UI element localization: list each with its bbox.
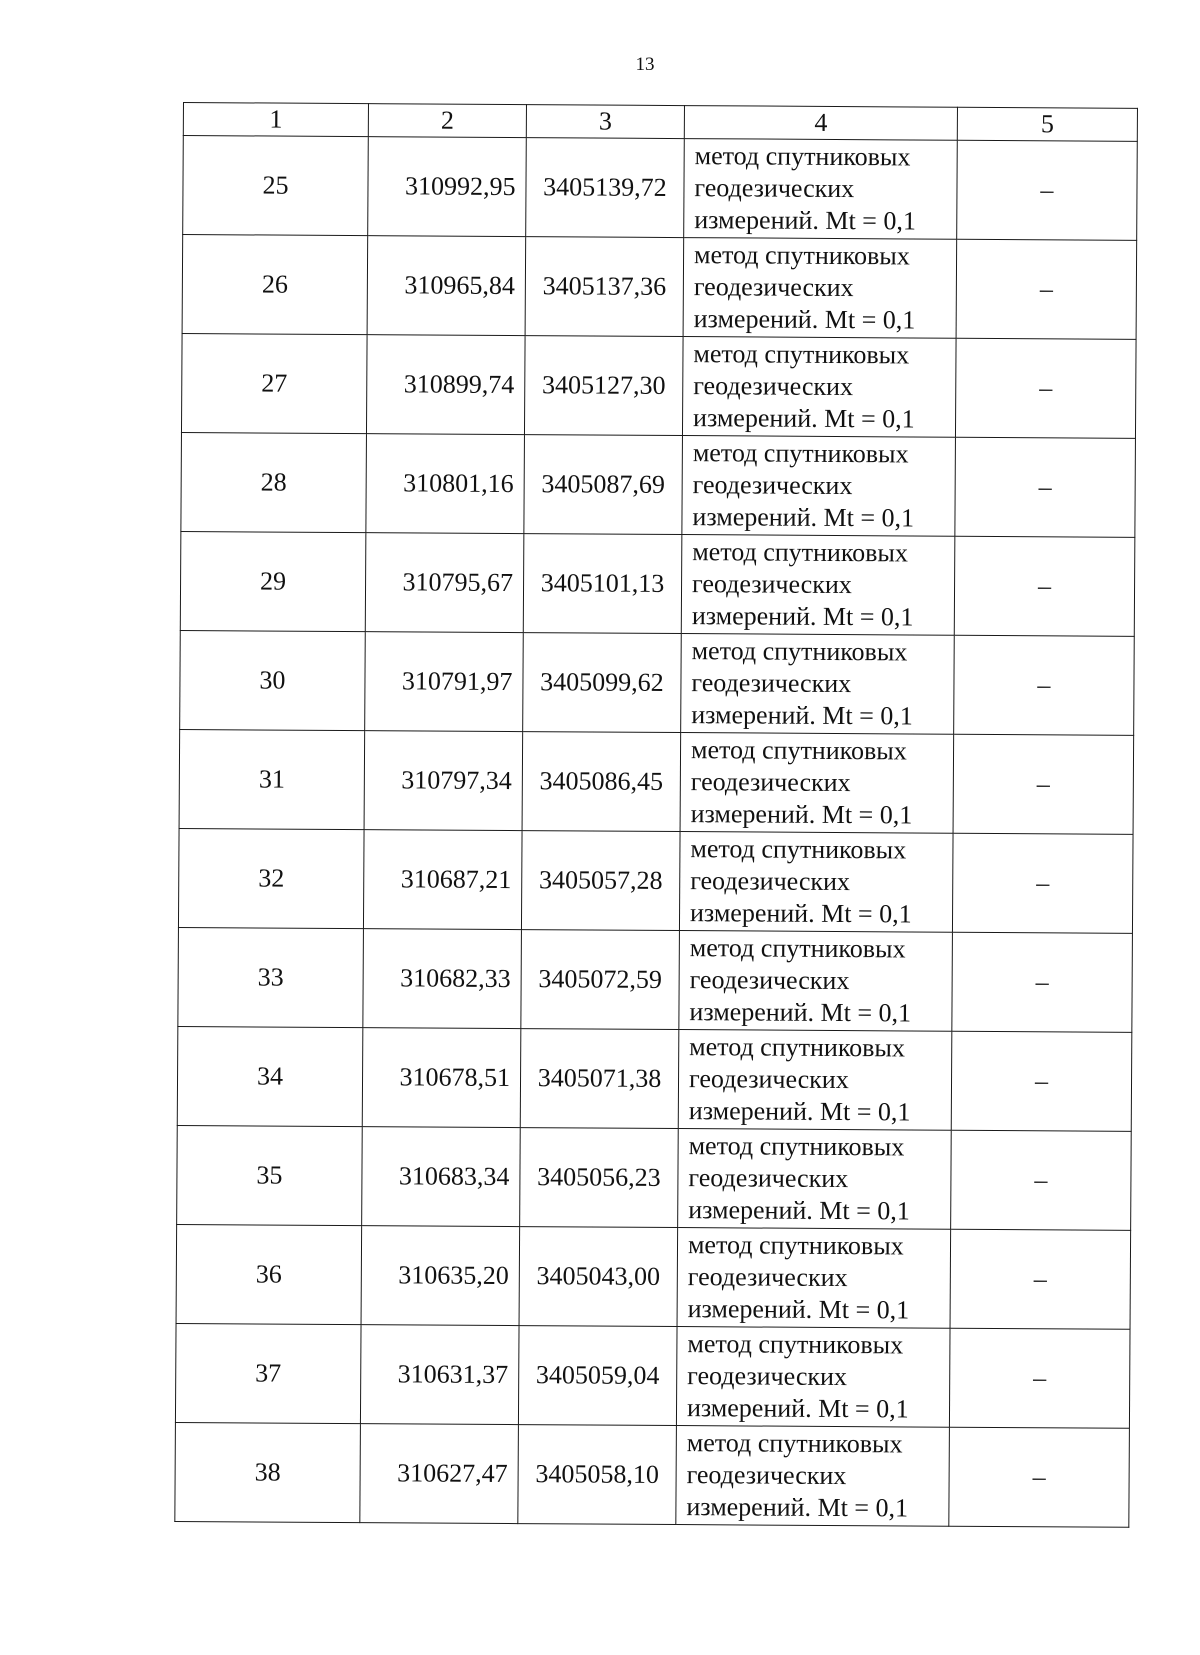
coordinate-y-cell: 3405072,59 (521, 930, 680, 1030)
table-row (178, 828, 1133, 933)
coordinates-table (174, 102, 1138, 1528)
table-row (179, 729, 1134, 834)
coordinate-x-cell: 310635,20 (361, 1226, 520, 1326)
method-line: измерений. Mt = 0,1 (688, 1195, 910, 1226)
method-line: измерений. Mt = 0,1 (693, 304, 916, 335)
method-line: метод спутниковых (693, 240, 910, 271)
point-number-cell: 33 (178, 927, 364, 1027)
method-line: измерений. Mt = 0,1 (689, 997, 912, 1028)
point-number-cell: 30 (180, 630, 366, 730)
coordinate-x-cell: 310631,37 (360, 1325, 519, 1425)
method-line: измерений. Mt = 0,1 (691, 601, 914, 632)
coordinate-y-cell: 3405101,13 (523, 534, 682, 634)
table-row (175, 1422, 1130, 1527)
page-number: 13 (635, 54, 655, 75)
coordinate-x-cell: 310801,16 (366, 434, 525, 534)
table-body (175, 136, 1137, 1528)
method-cell (678, 1030, 952, 1131)
coordinate-y-cell: 3405087,69 (524, 435, 683, 535)
method-line: метод спутниковых (691, 636, 908, 667)
note-cell: – (954, 536, 1135, 636)
coordinate-y-cell: 3405058,10 (518, 1425, 677, 1525)
coordinate-x-cell: 310797,34 (364, 731, 523, 831)
coordinate-y-cell: 3405127,30 (524, 336, 683, 436)
method-line: измерений. Mt = 0,1 (686, 1492, 909, 1523)
method-cell (682, 337, 956, 438)
coordinate-y-cell: 3405137,36 (525, 237, 684, 337)
method-cell (676, 1426, 950, 1527)
header-col-3: 3 (526, 105, 684, 139)
method-line: метод спутниковых (694, 141, 911, 172)
point-number-cell: 31 (179, 729, 365, 829)
note-cell: – (951, 1031, 1132, 1131)
table-row (180, 531, 1135, 636)
coordinate-x-cell: 310683,34 (362, 1127, 521, 1227)
coordinate-x-cell: 310687,21 (363, 830, 522, 930)
method-line: геодезических (690, 767, 851, 798)
point-number-cell: 25 (183, 136, 369, 236)
table-row (177, 1026, 1132, 1131)
point-number-cell: 32 (178, 828, 364, 928)
point-number-cell: 35 (177, 1125, 363, 1225)
method-line: метод спутниковых (686, 1428, 903, 1459)
note-cell: – (952, 932, 1133, 1032)
table-row (181, 432, 1136, 537)
point-number-cell: 27 (181, 333, 367, 433)
note-cell: – (952, 833, 1133, 933)
point-number-cell: 38 (175, 1422, 361, 1522)
method-cell (681, 535, 955, 636)
header-col-5: 5 (957, 107, 1137, 141)
note-cell: – (955, 338, 1136, 438)
method-line: метод спутниковых (689, 933, 906, 964)
note-cell: – (953, 734, 1134, 834)
coordinate-y-cell: 3405043,00 (519, 1227, 678, 1327)
note-cell: – (951, 1130, 1132, 1230)
header-col-4: 4 (684, 106, 957, 141)
header-col-2: 2 (368, 104, 526, 138)
coordinate-x-cell: 310678,51 (362, 1028, 521, 1128)
table-row (183, 136, 1138, 241)
table-row (175, 1323, 1130, 1428)
method-line: геодезических (693, 272, 854, 303)
method-line: геодезических (687, 1262, 848, 1293)
method-line: геодезических (686, 1460, 847, 1491)
method-line: геодезических (693, 371, 854, 402)
method-line: геодезических (689, 965, 850, 996)
note-cell: – (954, 635, 1135, 735)
coordinate-y-cell: 3405056,23 (520, 1128, 679, 1228)
method-line: метод спутниковых (689, 1032, 906, 1063)
method-line: геодезических (692, 470, 853, 501)
method-cell (678, 1129, 952, 1230)
method-line: метод спутниковых (692, 537, 909, 568)
coordinate-y-cell: 3405139,72 (526, 138, 685, 238)
method-line: геодезических (688, 1163, 849, 1194)
method-line: метод спутниковых (687, 1329, 904, 1360)
table-row (180, 630, 1135, 735)
point-number-cell: 26 (182, 235, 368, 335)
table-row (178, 927, 1133, 1032)
coordinate-y-cell: 3405099,62 (523, 633, 682, 733)
table-row (182, 235, 1137, 340)
method-cell (676, 1327, 950, 1428)
note-cell: – (955, 437, 1136, 537)
method-line: измерений. Mt = 0,1 (692, 502, 915, 533)
method-line: измерений. Mt = 0,1 (694, 205, 916, 236)
method-cell (683, 238, 957, 339)
table-row (176, 1224, 1131, 1329)
method-line: геодезических (687, 1361, 848, 1392)
coordinate-x-cell: 310791,97 (365, 632, 524, 732)
method-line: метод спутниковых (693, 339, 910, 370)
point-number-cell: 34 (177, 1026, 363, 1126)
point-number-cell: 36 (176, 1224, 362, 1324)
method-line: метод спутниковых (688, 1131, 905, 1162)
coordinate-y-cell: 3405059,04 (518, 1326, 677, 1426)
table-row (181, 333, 1136, 438)
method-line: измерений. Mt = 0,1 (688, 1096, 911, 1127)
method-line: измерений. Mt = 0,1 (687, 1294, 910, 1325)
method-line: измерений. Mt = 0,1 (691, 700, 913, 731)
method-line: метод спутниковых (690, 735, 907, 766)
method-line: измерений. Mt = 0,1 (686, 1393, 909, 1424)
header-col-1: 1 (183, 103, 368, 137)
method-cell (680, 733, 954, 834)
note-cell: – (950, 1229, 1131, 1329)
method-cell (679, 931, 953, 1032)
method-cell (682, 436, 956, 537)
point-number-cell: 28 (181, 432, 367, 532)
method-line: метод спутниковых (692, 438, 909, 469)
method-line: метод спутниковых (687, 1230, 904, 1261)
coordinate-y-cell: 3405057,28 (521, 831, 680, 931)
method-cell (679, 832, 953, 933)
note-cell: – (957, 140, 1138, 240)
method-line: измерений. Mt = 0,1 (689, 898, 912, 929)
coordinate-x-cell: 310899,74 (366, 335, 525, 435)
method-line: геодезических (688, 1064, 849, 1095)
point-number-cell: 37 (175, 1323, 361, 1423)
method-line: геодезических (691, 668, 852, 699)
method-line: геодезических (691, 569, 852, 600)
table-row (177, 1125, 1132, 1230)
coordinate-y-cell: 3405071,38 (520, 1029, 679, 1129)
coordinate-x-cell: 310682,33 (363, 929, 522, 1029)
note-cell: – (956, 239, 1137, 339)
note-cell: – (949, 1328, 1130, 1428)
point-number-cell: 29 (180, 531, 366, 631)
method-cell (677, 1228, 951, 1329)
method-line: измерений. Mt = 0,1 (690, 799, 913, 830)
method-line: метод спутниковых (690, 834, 907, 865)
coordinate-x-cell: 310795,67 (365, 533, 524, 633)
method-line: геодезических (694, 173, 855, 204)
coordinate-y-cell: 3405086,45 (522, 732, 681, 832)
coordinate-x-cell: 310627,47 (360, 1424, 519, 1524)
coordinate-x-cell: 310965,84 (367, 236, 526, 336)
method-line: измерений. Mt = 0,1 (692, 403, 915, 434)
method-cell (681, 634, 955, 735)
coordinate-x-cell: 310992,95 (368, 137, 527, 237)
method-line: геодезических (690, 866, 851, 897)
note-cell: – (949, 1427, 1130, 1527)
method-cell (684, 139, 958, 240)
